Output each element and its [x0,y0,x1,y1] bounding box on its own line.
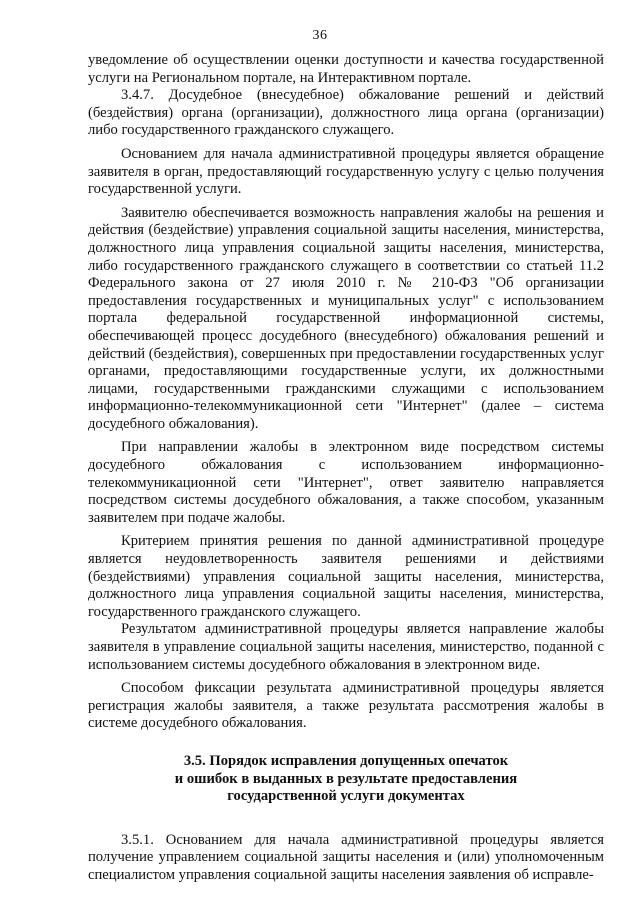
paragraph-fixation: Способом фиксации результата административной процедуры является регистрация жалобы заявителя, а также результата рассмотрения жалобы в системе досудебного обжалования. [88,680,604,732]
page-number: 36 [312,28,328,43]
section-heading-line: 3.5. Порядок исправления допущенных опечаток [183,752,509,769]
paragraph-3-5-1: 3.5.1. Основанием для начала административной процедуры является получение управлением социальной защиты населения и (или) уполномоченным специалистом управления социальной защиты населения заявления об исправле- [88,831,604,883]
section-heading-line: государственной услуги документах [227,788,465,805]
section-heading-line: и ошибок в выданных в результате предоставления [174,770,518,787]
paragraph-complaint-options: Заявителю обеспечивается возможность направления жалобы на решения и действия (бездействие) управления социальной защиты населения, министерства, должностного лица управления социальной защиты населения, министерства, либо государственного гражданского служащего в соответствии со статьей 11.2 Федерального закона от 27 июля 2010 г. № 210-ФЗ "Об организации предоставления государственных и муниципальных услуг" с использованием портала федеральной государственной информационной системы, обеспечивающей процесс досудебного (внесудебного) обжалования решений и действий (бездействия), совершенных при предоставлении государственных услуг органами, предоставляющими государственные услуги, их должностными лицами, государственными гражданскими служащими с использованием информационно-телекоммуникационной сети "Интернет" (далее – система досудебного обжалования). [88,204,604,432]
paragraph-criterion: Критерием принятия решения по данной административной процедуре является неудовлетворенность заявителя решениями и действиями (бездействиями) управления социальной защиты населения, министерства, должностного лица управления социальной защиты населения, министерства, государственного гражданского служащего. [88,533,604,620]
document-body [88,52,604,885]
paragraph-continuation: уведомление об осуществлении оценки доступности и качества государственной услуги на Региональном портале, на Интерактивном портале. [88,52,604,86]
paragraph-3-4-7: 3.4.7. Досудебное (внесудебное) обжалование решений и действий (бездействия) органа (организации), должностного лица органа (организации) либо государственного гражданского служащего. [88,87,604,139]
paragraph-electronic-complaint: При направлении жалобы в электронном виде посредством системы досудебного обжалования с использованием информационно-телекоммуникационной сети "Интернет", ответ заявителю направляется посредством системы досудебного обжалования, а также способом, указанным заявителем при подаче жалобы. [88,439,604,526]
paragraph-result: Результатом административной процедуры является направление жалобы заявителя в управление социальной защиты населения, министерство, поданной с использованием системы досудебного обжалования в электронном виде. [88,621,604,673]
paragraph-basis: Основанием для начала административной процедуры является обращение заявителя в орган, предоставляющий государственную услугу с целью получения государственной услуги. [88,145,604,198]
section-heading-3-5 [88,753,604,806]
